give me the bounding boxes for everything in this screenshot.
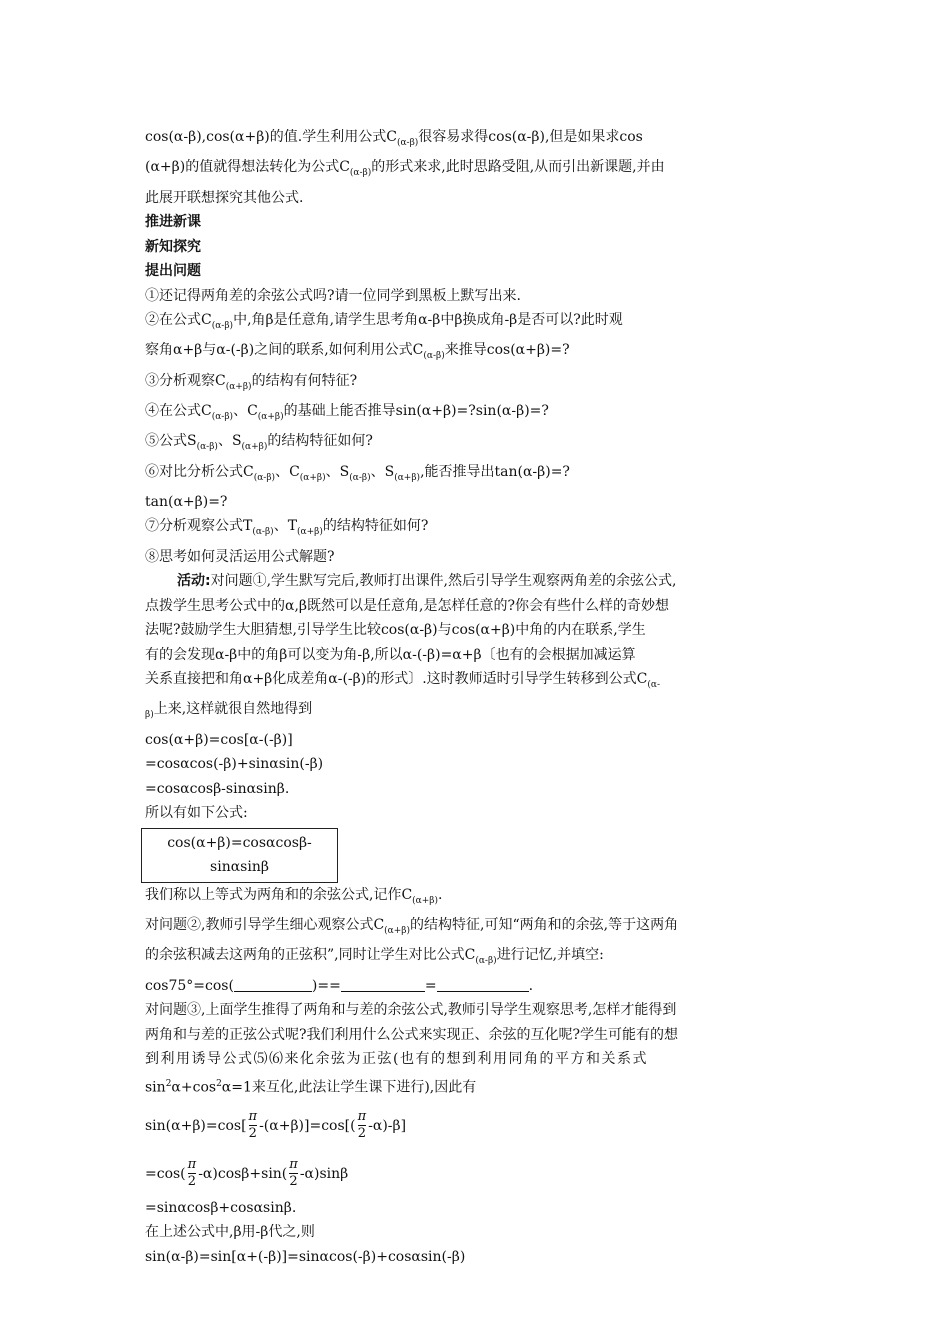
derivation-sin-5: sin(α-β)=sin[α+(-β)]=sinαcos(-β)+cosαsin(-β) [145,1248,466,1265]
fill-blank-3[interactable] [437,977,529,992]
q3-para-line-2: 两角和与差的正弦公式呢?我们利用什么公式来实现正、余弦的互化呢?学生可能有的想 [145,1026,679,1043]
question-3: ③分析观察$C_{(\alpha+\beta)}$的结构有何特征? [145,372,358,392]
question-2-line-2: 察角α+β与α-(-β)之间的联系,如何利用公式$C_{(\alpha-\beta)}$来推导cos(α+β)=? [145,342,570,362]
fill-blank-2[interactable] [341,977,425,992]
activity-label: 活动: [177,573,211,590]
activity-line-4: 有的会发现α-β中的角β可以变为角-β,所以α-(-β)=α+β〔也有的会根据加减运算 [145,646,636,663]
document-page [145,125,810,1269]
derivation-cos-2: =cosαcos(-β)+sinαsin(-β) [145,756,324,773]
q3-para-line-1: 对问题③,上面学生推得了两角和与差的余弦公式,教师引导学生观察思考,怎样才能得到 [145,1002,677,1019]
question-7: ⑦分析观察公式$T_{(\alpha-\beta)}$、$T_{(\alpha+\beta)}$的结构特征如何? [145,518,429,538]
intro-line-1: cos(α-β),cos(α+β)的值.学生利用公式$C_{(\alpha-\beta)}$很容易求得cos(α-β),但是如果求cos [145,129,643,148]
activity-line-2: 点拨学生思考公式中的α,β既然可以是任意角,是怎样任意的?你会有些什么样的奇妙想 [145,597,669,614]
derivation-sin-3: =sinαcosβ+cosαsinβ. [145,1199,297,1216]
heading-questions: 提出问题 [145,263,201,280]
naming-line: 我们称以上等式为两角和的余弦公式,记作$C_{(\alpha+\beta)}$. [145,886,443,906]
derivation-sin-1: sin(α+β)=cos[ $\frac{\pi}{2}$ -(α+β)]=cos[( $\frac{\pi}{2}$ -α)-β] [145,1109,407,1142]
derivation-sin-4: 在上述公式中,β用-β代之,则 [145,1224,315,1241]
formula-box-line-2: sinαsinβ [210,859,269,876]
fill-in-line: cos75°=cos( )== = . [145,977,534,994]
heading-explore: 新知探究 [145,238,201,255]
derivation-cos-1: cos(α+β)=cos[α-(-β)] [145,731,293,748]
heading-new-lesson: 推进新课 [145,214,201,231]
q3-para-line-3: 到利用诱导公式⑸⑹来化余弦为正弦(也有的想到利用同角的平方和关系式 [145,1051,648,1068]
question-2-line-1: ②在公式$C_{(\alpha-\beta)}$中,角β是任意角,请学生思考角α-β中β换成角-β是否可以?此时观 [145,312,623,331]
formula-box-line-1: cos(α+β)=cosαcosβ- [167,834,312,851]
fill-blank-1[interactable] [234,977,312,992]
fraction-pi-over-2: $\frac{\pi}{2}$ [187,1157,197,1190]
fraction-pi-over-2: $\frac{\pi}{2}$ [248,1109,258,1142]
activity-line-1: 活动:对问题①,学生默写完后,教师打出课件,然后引导学生观察两角差的余弦公式, [177,573,677,590]
question-6: ⑥对比分析公式$C_{(\alpha-\beta)}$、$C_{(\alpha+\beta)}$、$S_{(\alpha-\beta)}$、$S_{(\alpha+\beta)}$,能否推导出tan(α-β)=? [145,463,570,483]
formula-box [141,828,338,883]
q2-para-line-2: 的余弦积减去这两角的正弦积”,同时让学生对比公式$C_{(\alpha-\beta)}$进行记忆,并填空: [145,947,604,967]
activity-line-3: 法呢?鼓励学生大胆猜想,引导学生比较cos(α-β)与cos(α+β)中角的内在联系,学生 [145,622,646,639]
intro-line-2: (α+β)的值就得想法转化为公式$C_{(\alpha-\beta)}$的形式来求,此时思路受阻,从而引出新课题,并由 [145,159,665,179]
question-5: ⑤公式$S_{(\alpha-\beta)}$、$S_{(\alpha+\beta)}$的结构特征如何? [145,433,373,453]
q3-para-line-4: $\sin^2\alpha+\cos^2\alpha=1$来互化,此法让学生课下进行),因此有 [145,1078,477,1096]
question-6-continued: tan(α+β)=? [145,493,228,510]
intro-line-3: 此展开联想探究其他公式. [145,189,304,206]
fraction-pi-over-2: $\frac{\pi}{2}$ [357,1109,367,1142]
activity-line-6: $_{\beta)}$上来,这样就很自然地得到 [145,701,313,721]
derivation-cos-4: 所以有如下公式: [145,805,248,822]
derivation-cos-3: =cosαcosβ-sinαsinβ. [145,780,290,797]
derivation-sin-2: =cos( $\frac{\pi}{2}$ -α)cosβ+sin( $\frac{\pi}{2}$ -α)sinβ [145,1157,349,1190]
question-4: ④在公式$C_{(\alpha-\beta)}$、$C_{(\alpha+\beta)}$的基础上能否推导sin(α+β)=?sin(α-β)=? [145,402,549,422]
question-8: ⑧思考如何灵活运用公式解题? [145,548,335,565]
q2-para-line-1: 对问题②,教师引导学生细心观察公式$C_{(\alpha+\beta)}$的结构特征,可知“两角和的余弦,等于这两角 [145,917,679,936]
activity-line-5: 关系直接把和角α+β化成差角α-(-β)的形式〕.这时教师适时引导学生转移到公式$C_{(\alpha-}$ [145,671,661,690]
question-1: ①还记得两角差的余弦公式吗?请一位同学到黑板上默写出来. [145,287,521,304]
fraction-pi-over-2: $\frac{\pi}{2}$ [289,1157,298,1190]
